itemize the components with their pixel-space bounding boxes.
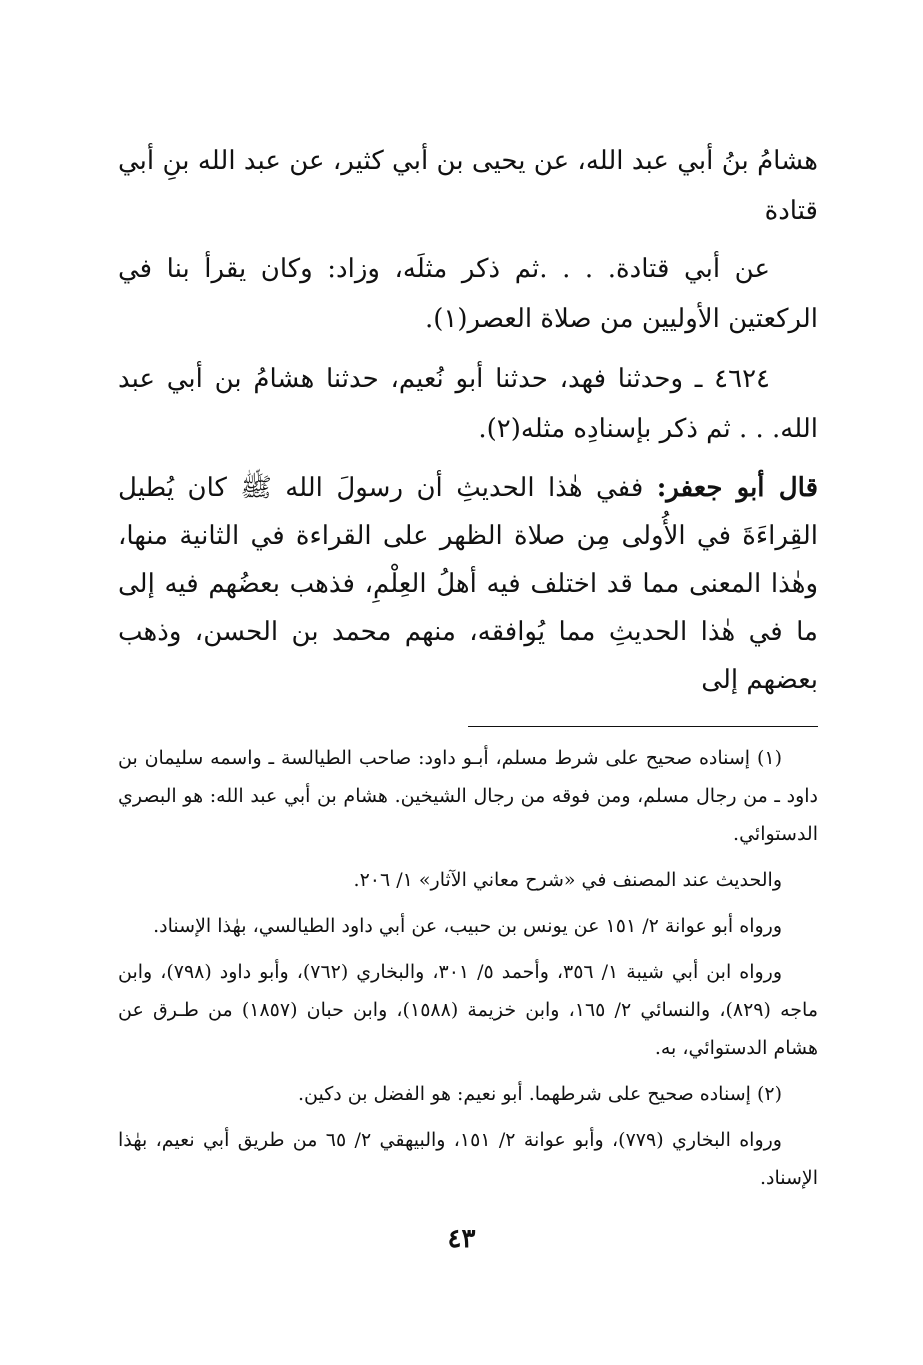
footnote-2: (٢) إسناده صحيح على شرطهما. أبو نعيم: هو الفضل بن دكين.	[297, 1083, 782, 1105]
footnote-1: (١) إسناده صحيح على شرط مسلم، أبـو داود: صاحب الطيالسة ـ واسمه سليمان بن داود ـ من رجال مسلم، ومن فوقه من رجال الشيخين. هشام بن أبي عبد الله: هو البصري الدستوائي.	[118, 747, 818, 845]
commentary-lead: قال أبو جعفر:	[656, 473, 818, 503]
page-body	[118, 136, 818, 1205]
footnote-1-other-sources: ورواه ابن أبي شيبة ١/ ٣٥٦، وأحمد ٥/ ٣٠١، والبخاري (٧٦٢)، وأبو داود (٧٩٨)، وابن ماجه (٨٢٩)، والنسائي ٢/ ١٦٥، وابن خزيمة (١٥٨٨)، وابن حبان (١٨٥٧) من طـرق عن هشام الدستوائي، به.	[118, 961, 818, 1059]
footnote-2-sources: ورواه البخاري (٧٧٩)، وأبو عوانة ٢/ ١٥١، والبيهقي ٢/ ٦٥ من طريق أبي نعيم، بهٰذا الإسناد.	[118, 1129, 818, 1189]
main-paragraph-3: ٤٦٢٤ ـ وحدثنا فهد، حدثنا أبو نُعيم، حدثنا هشامُ بن أبي عبد الله. . . ثم ذكر بإسنادِه مثله(٢).	[118, 364, 818, 444]
main-text	[118, 136, 818, 704]
main-paragraph-4	[118, 464, 818, 704]
footnote-divider	[468, 726, 818, 727]
commentary-body: ففي هٰذا الحديثِ أن رسولَ الله ﷺ كان يُطيل القِراءَةَ في الأُولى مِن صلاة الظهر على القراءة في الثانية منها، وهٰذا المعنى مما قد اختلف فيه أهلُ العِلْمِ، فذهب بعضُهم فيه إلى ما في هٰذا الحديثِ مما يُوافقه، منهم محمد بن الحسن، وذهب بعضهم إلى	[118, 473, 818, 695]
main-paragraph-1: هشامُ بنُ أبي عبد الله، عن يحيى بن أبي كثير، عن عبد الله بنِ أبي قتادة	[118, 146, 818, 226]
footnote-1-source: والحديث عند المصنف في «شرح معاني الآثار» ١/ ٢٠٦.	[353, 869, 782, 891]
footnotes	[118, 739, 818, 1197]
page-number: ٤٣	[447, 1224, 476, 1254]
main-paragraph-2: عن أبي قتادة. . . .ثم ذكر مثلَه، وزاد: وكان يقرأ بنا في الركعتين الأوليين من صلاة العصر(١).	[118, 254, 818, 334]
footnote-1-abu-awana: ورواه أبو عوانة ٢/ ١٥١ عن يونس بن حبيب، عن أبي داود الطيالسي، بهٰذا الإسناد.	[153, 915, 782, 937]
